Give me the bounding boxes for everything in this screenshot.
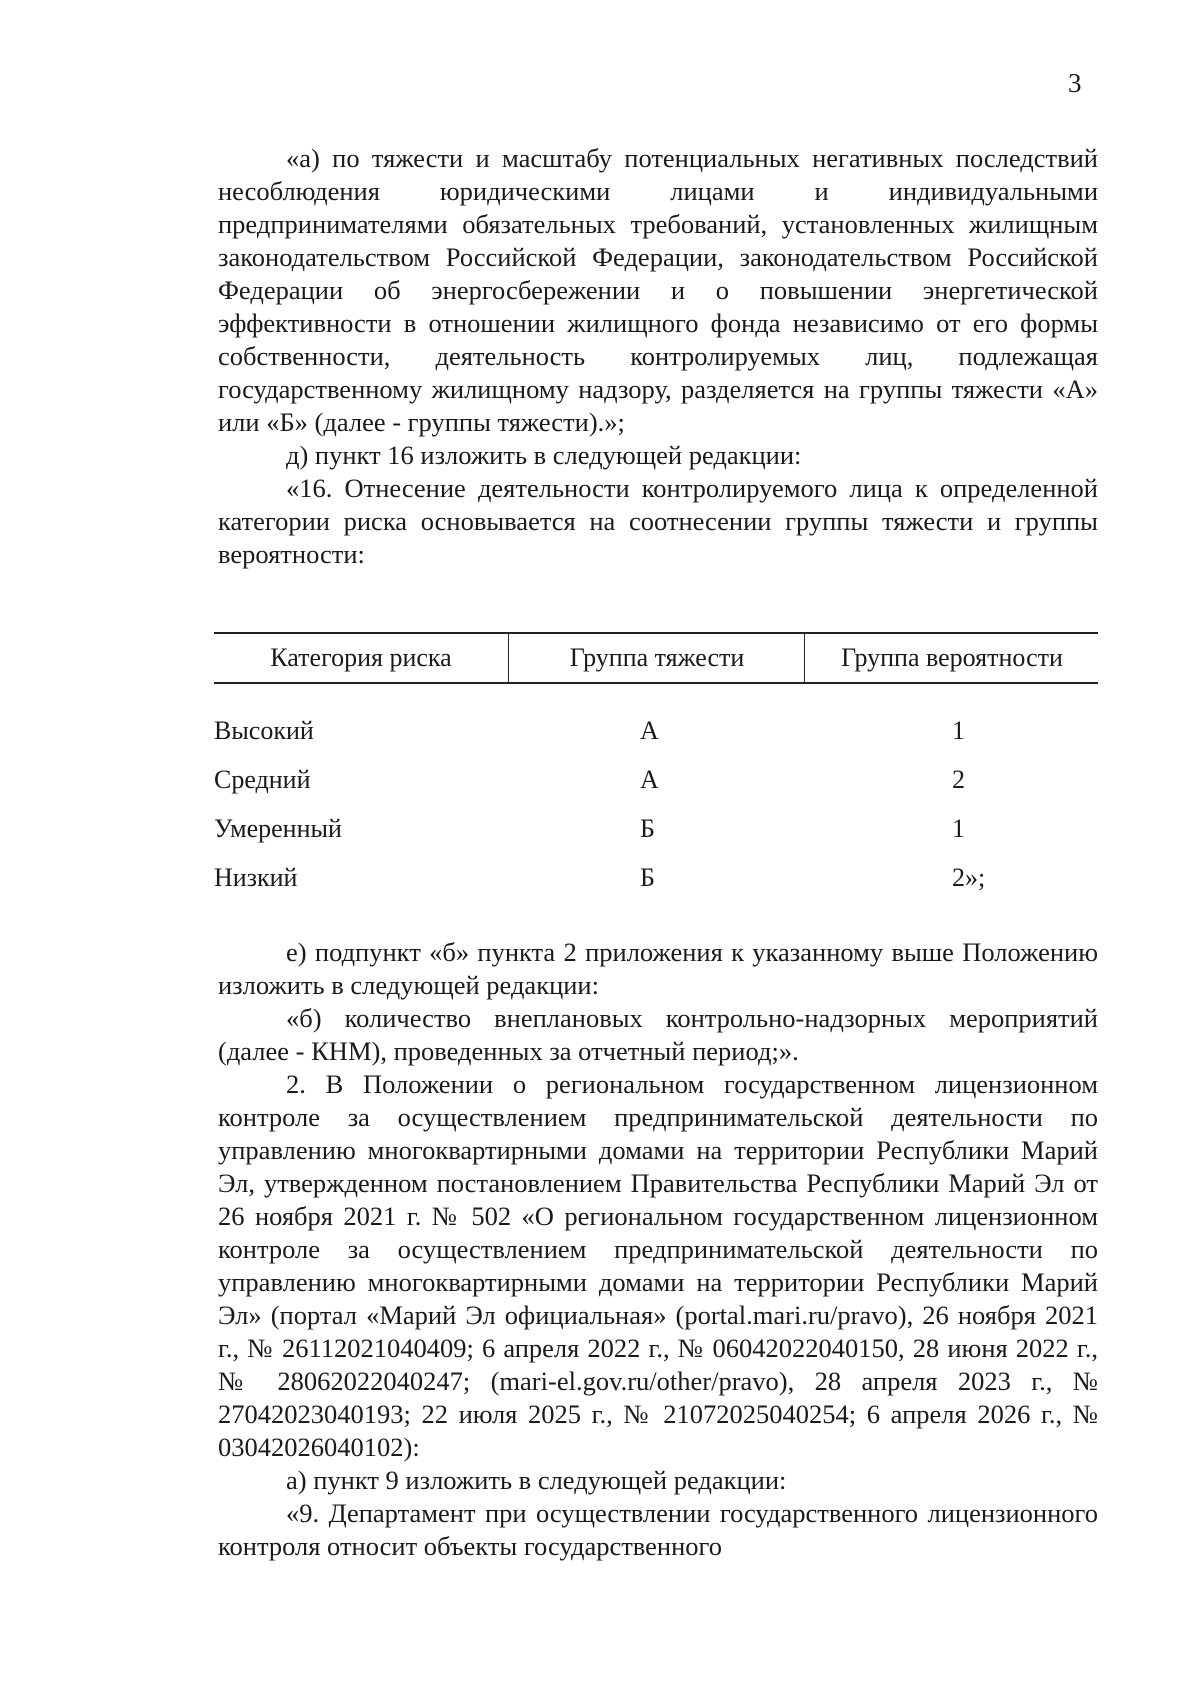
paragraph-point-e: е) подпункт «б» пункта 2 приложения к указанному выше Положению изложить в следующей редакции:	[218, 937, 1098, 1000]
paragraph-point-a: «а) по тяжести и масштабу потенциальных негативных последствий несоблюдения юридическими лицами и индивидуальными предпринимателями обязательных требований, установленных жилищным законодательством Российской Федерации, законодательством Российской Федерации об энергосбережении и о повышении энергетической эффективности в отношении жилищного фонда независимо от его формы собственности, деятельность контролируемых лиц, подлежащая государственному жилищному надзору, разделяется на группы тяжести «А» или «Б» (далее - группы тяжести).»;	[218, 143, 1098, 437]
paragraph-section-2: 2. В Положении о региональном государственном лицензионном контроле за осуществлением предпринимательской деятельности по управлению многоквартирными домами на территории Республики Марий Эл, утвержденном постановлением Правительства Республики Марий Эл от 26 ноября 2021 г. № 502 «О региональном государственном лицензионном контроле за осуществлением предпринимательской деятельности по управлению многоквартирными домами на территории Республики Марий Эл» (портал «Марий Эл официальная» (portal.mari.ru/pravo), 26 ноября 2021 г., № 26112021040409; 6 апреля 2022 г., № 06042022040150, 28 июня 2022 г., № 28062022040247; (mari-el.gov.ru/other/pravo), 28 апреля 2023 г., № 27042023040193; 22 июля 2025 г., № 21072025040254; 6 апреля 2026 г., № 03042026040102):	[218, 1069, 1098, 1462]
probability-cell: 1	[952, 716, 965, 745]
probability-cell: 1	[952, 814, 965, 843]
text-block-bottom	[218, 936, 1098, 1563]
header-risk-category: Категория риска	[270, 643, 452, 672]
probability-cell: 2	[952, 765, 965, 794]
header-probability-group: Группа вероятности	[804, 634, 1099, 682]
paragraph-point-d: д) пункт 16 изложить в следующей редакции:	[286, 440, 802, 470]
table-row	[214, 755, 1098, 804]
paragraph-subpoint-b: «б) количество внеплановых контрольно-надзорных мероприятий (далее - КНМ), проведенных за отчетный период;».	[218, 1003, 1098, 1066]
risk-category-cell: Умеренный	[214, 814, 342, 843]
risk-category-cell: Низкий	[214, 863, 298, 892]
severity-cell: Б	[640, 814, 655, 843]
table-header-row	[214, 632, 1098, 684]
severity-cell: А	[640, 765, 659, 794]
probability-cell: 2»;	[952, 863, 986, 892]
severity-cell: Б	[640, 863, 655, 892]
text-block-top	[218, 142, 1098, 571]
paragraph-point-9: «9. Департамент при осуществлении государственного лицензионного контроля относит объекты государственного	[218, 1498, 1098, 1561]
paragraph-point-a-9: а) пункт 9 изложить в следующей редакции:	[286, 1465, 787, 1495]
paragraph-point-16: «16. Отнесение деятельности контролируемого лица к определенной категории риска основывается на соотнесении группы тяжести и группы вероятности:	[218, 473, 1098, 569]
page-number: 3	[1068, 68, 1082, 98]
table-row	[214, 804, 1098, 853]
table-row	[214, 853, 1098, 902]
risk-category-table	[214, 632, 1098, 892]
risk-category-cell: Высокий	[214, 716, 314, 745]
severity-cell: А	[640, 716, 659, 745]
risk-category-cell: Средний	[214, 765, 311, 794]
header-severity-group: Группа тяжести	[508, 634, 805, 682]
table-row	[214, 706, 1098, 755]
table-body	[214, 706, 1098, 902]
